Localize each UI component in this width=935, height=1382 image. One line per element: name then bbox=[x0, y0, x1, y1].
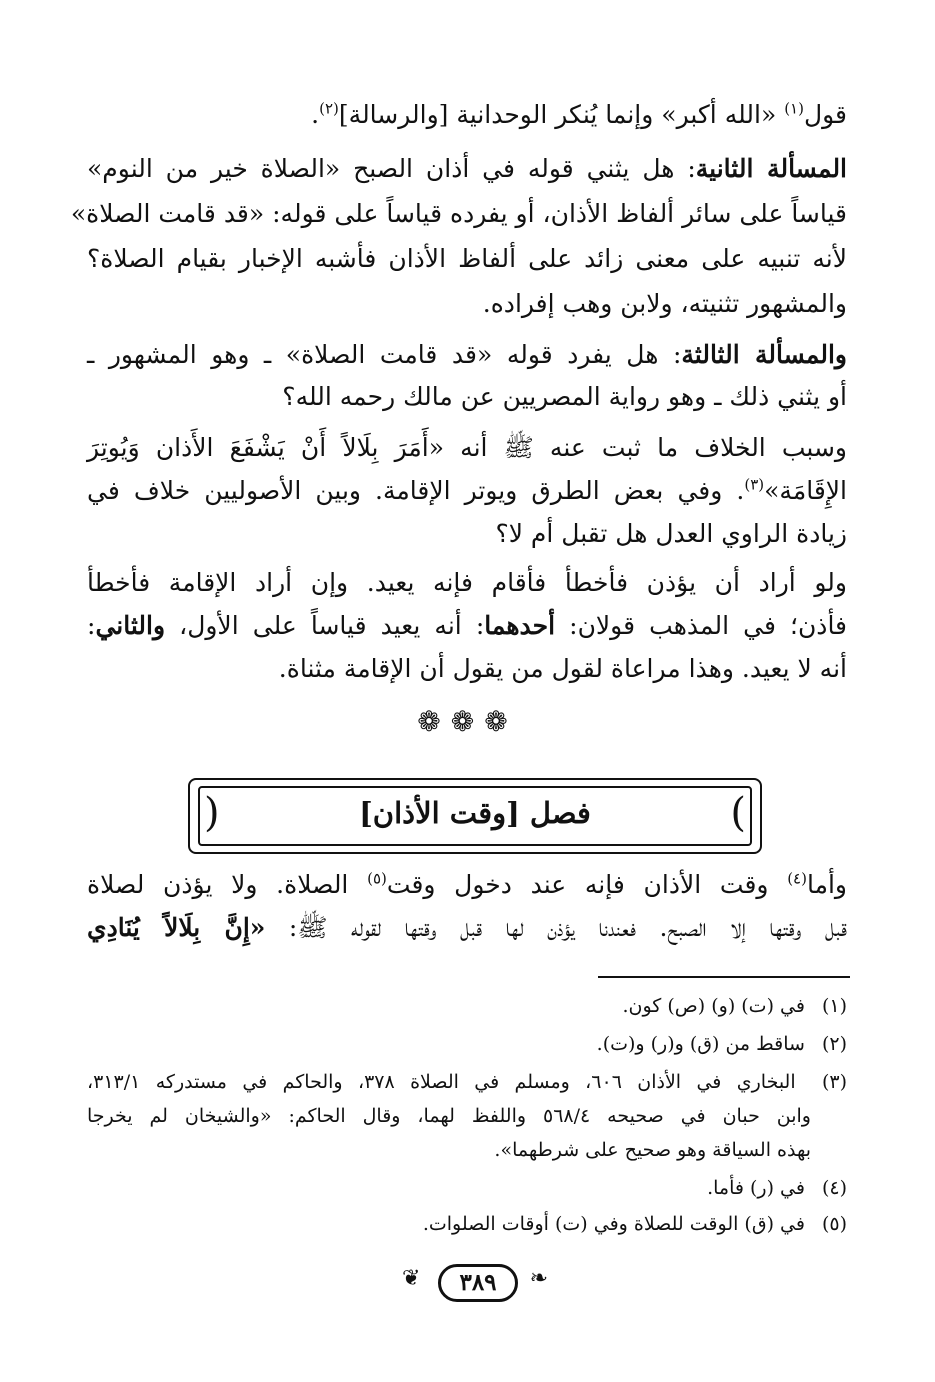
text-line: أو يثني ذلك ـ وهو رواية المصريين عن مالك رحمه الله؟ bbox=[282, 382, 847, 411]
section-title-frame bbox=[188, 778, 762, 854]
text-line: قبل وقتها إلا الصبح. فعندنا يؤذن لها قبل وقتها لقوله ﷺ: «إِنَّ بِلَالاً يُنَادِي bbox=[87, 913, 847, 942]
footnote-number: (٢) bbox=[821, 1033, 847, 1055]
footnote-5 bbox=[87, 1210, 847, 1238]
ornament-right-icon: ❧ bbox=[529, 1266, 548, 1291]
text-line: الإِقَامَة»$^{(٣)}$. وفي بعض الطرق ويوتر الإقامة. وبين الأصوليين خلاف في bbox=[87, 475, 847, 505]
text-line: وأما$^{(٤)}$ وقت الأذان فإنه عند دخول وقت$^{(٥)}$ الصلاة. ولا يؤذن لصلاة bbox=[87, 869, 847, 899]
text-line: أنه لا يعيد. وهذا مراعاة لقول من يقول أن الإقامة مثناة. bbox=[278, 654, 847, 683]
footnote-text: البخاري في الأذان ٦٠٦، ومسلم في الصلاة ٣٧٨، والحاكم في مستدركه ٣١٣/١، bbox=[87, 1071, 796, 1093]
text-line: والمشهور تثنيته، ولابن وهب إفراده. bbox=[482, 289, 847, 318]
ornament-left-icon: ❦ bbox=[402, 1266, 421, 1291]
text-line: قول$^{(١)}$ «الله أكبر» وإنما يُنكر الوحدانية [والرسالة]$^{(٢)}$. bbox=[311, 99, 847, 129]
footnote-2 bbox=[87, 1030, 847, 1058]
section-title: فصل [وقت الأذان] bbox=[359, 796, 591, 830]
ornament-left-bracket: ( bbox=[204, 790, 220, 836]
text-line: وسبب الخلاف ما ثبت عنه ﷺ أنه «أَمَرَ بِلَالاً أَنْ يَشْفَعَ الأَذان وَيُوتِرَ bbox=[87, 433, 847, 462]
text-line: فأذن؛ في المذهب قولان: أحدهما: أنه يعيد قياساً على الأول، والثاني: bbox=[87, 611, 848, 640]
ornament-right-bracket: ) bbox=[730, 790, 746, 836]
page-number: ٣٨٩ bbox=[438, 1264, 518, 1302]
footnote-number: (٥) bbox=[821, 1213, 847, 1235]
text-line: المسألة الثانية: هل يثني قوله في أذان الصبح «الصلاة خير من النوم» bbox=[87, 154, 848, 183]
footnote-number: (١) bbox=[821, 995, 847, 1017]
footnote-separator bbox=[598, 976, 850, 978]
text-line: والمسألة الثالثة: هل يفرد قوله «قد قامت الصلاة» ـ وهو المشهور ـ bbox=[87, 340, 847, 369]
footnote-3-continuation: وابن حبان في صحيحه ٥٦٨/٤ واللفظ لهما، وقال الحاكم: «والشيخان لم يخرجا bbox=[87, 1105, 811, 1127]
text-line: ولو أراد أن يؤذن فأخطأ فأقام فإنه يعيد. وإن أراد الإقامة فأخطأ bbox=[87, 568, 847, 597]
footnote-text: في (ت) (و) (ص) كون. bbox=[622, 995, 805, 1017]
footnote-3 bbox=[87, 1068, 847, 1096]
footnote-1 bbox=[87, 992, 847, 1020]
text-line: قياساً على سائر ألفاظ الأذان، أو يفرده قياساً على قوله: «قد قامت الصلاة» bbox=[70, 199, 847, 228]
footnote-number: (٣) bbox=[821, 1071, 848, 1093]
footnote-number: (٤) bbox=[821, 1177, 847, 1199]
footnote-text: في (ق) الوقت للصلاة وفي (ت) أوقات الصلوات. bbox=[422, 1213, 805, 1235]
page-number-ornament bbox=[400, 1260, 550, 1304]
footnote-3-continuation: بهذه السياقة وهو صحيح على شرطهما». bbox=[494, 1139, 811, 1161]
footnote-text: في (ر) فأما. bbox=[707, 1177, 805, 1199]
footnote-4 bbox=[87, 1174, 847, 1202]
section-separator: ❁❁❁ bbox=[417, 705, 518, 738]
text-line: زيادة الراوي العدل هل تقبل أم لا؟ bbox=[495, 519, 847, 548]
text-line: لأنه تنبيه على معنى زائد على ألفاظ الأذان فأشبه الإخبار بقيام الصلاة؟ bbox=[87, 244, 847, 273]
footnote-text: ساقط من (ق) و(ر) و(ت). bbox=[596, 1033, 805, 1055]
